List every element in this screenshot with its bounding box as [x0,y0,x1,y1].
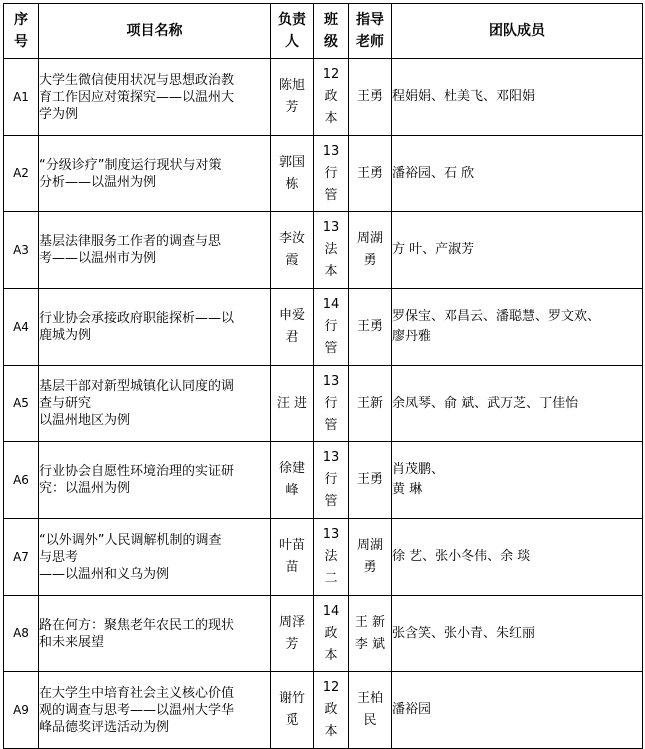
cell-line: 芳 [285,100,299,115]
cell-advisor [349,289,392,366]
cell-line: 大学生微信使用状况与思想政治教 [39,72,235,88]
cell-team [392,442,643,519]
cell-advisor [349,212,392,289]
cell-class [314,212,349,289]
cell-team [392,366,643,442]
cell-line: 13 [322,143,340,159]
cell-line: 周湖 [356,231,383,246]
cell-line: 谢竹 [278,691,305,706]
cell-line: 与思考 [39,549,79,565]
cell-line: 查与研究 [39,396,92,411]
cell-team [392,672,643,749]
cell-project-name [39,596,271,672]
cell-line: 考——以温州市为例 [39,251,157,266]
cell-line: 本 [324,264,338,279]
cell-project-name [39,366,271,442]
cell-owner [271,59,314,136]
cell-line: 潘裕园、石 欣 [392,165,475,181]
cell-line: 法 [324,549,338,564]
table-row [4,366,643,442]
cell-line: 13 [322,450,340,465]
cell-owner [271,672,314,749]
cell-project-name [39,672,271,749]
cell-line: 叶苗 [278,538,305,553]
cell-owner [271,366,314,442]
cell-line: 勇 [363,253,377,268]
cell-line: 政 [324,702,338,717]
cell-line: 13 [322,220,340,235]
cell-line: 张含笑、张小青、朱红丽 [392,625,536,641]
cell-line: 王勇 [356,89,383,104]
cell-line: 民 [363,713,377,728]
cell-line: 申爱 [278,308,305,323]
cell-line: 分析——以温州为例 [39,174,157,190]
header-project-name: 项目名称 [39,4,271,59]
cell-line: 14 [322,297,340,312]
cell-line: 徐 艺、张小冬伟、余 琰 [392,549,531,564]
cell-index: A2 [4,136,39,212]
cell-line: ——以温州和义乌为例 [39,566,170,582]
cell-owner [271,289,314,366]
cell-project-name [39,212,271,289]
table-row [4,519,643,596]
cell-line: 法 [324,242,338,257]
cell-line: 觅 [285,713,299,728]
table-body [4,59,643,749]
cell-line: 行业协会自愿性环境治理的实证研 [39,464,235,479]
cell-line: 苗 [285,560,299,575]
cell-line: 学为例 [39,106,79,122]
project-table [3,3,643,749]
cell-line: 王勇 [356,319,383,334]
cell-line: 管 [324,417,338,433]
header-index: 序 号 [4,4,39,59]
cell-line: 峰品德奖评选活动为例 [39,719,170,735]
cell-line: 王 新 [354,614,386,630]
table-row [4,672,643,749]
table-row [4,596,643,672]
cell-line: 陈旭 [278,78,305,93]
cell-line: 基层干部对新型城镇化认同度的调 [39,379,235,394]
cell-line: 程娟娟、杜美飞、邓阳娟 [392,89,536,104]
cell-line: 李 斌 [354,636,386,652]
cell-line: 路在何方：聚焦老年农民工的现状 [39,617,235,633]
cell-line: 观的调查与思考——以温州大学华 [39,702,235,718]
cell-line: 栋 [285,176,299,192]
cell-advisor [349,519,392,596]
cell-class [314,442,349,519]
cell-index: A3 [4,212,39,289]
cell-line: 13 [322,373,340,389]
cell-line: 鹿城为例 [39,328,92,343]
cell-owner [271,519,314,596]
cell-line: 本 [324,647,338,663]
cell-line: 汪 进 [276,395,308,411]
cell-index: A7 [4,519,39,596]
cell-line: 霞 [285,253,299,268]
cell-index: A6 [4,442,39,519]
table-row [4,59,643,136]
cell-project-name [39,519,271,596]
cell-owner [271,596,314,672]
cell-line: 二 [324,571,338,586]
header-owner: 负责 人 [271,4,314,59]
cell-project-name [39,442,271,519]
cell-line: 本 [324,111,338,126]
cell-class [314,136,349,212]
cell-line: 管 [324,494,338,509]
cell-line: 和未来展望 [39,634,105,650]
cell-team [392,596,643,672]
cell-advisor [349,442,392,519]
cell-line: 在大学生中培育社会主义核心价值 [39,685,235,701]
cell-index: A1 [4,59,39,136]
cell-line: 行 [324,165,338,181]
cell-owner [271,212,314,289]
cell-advisor [349,672,392,749]
cell-line: “分级诊疗”制度运行现状与对策 [39,157,222,173]
cell-team [392,59,643,136]
table-row [4,212,643,289]
cell-line: 勇 [363,560,377,575]
cell-line: 王勇 [356,472,383,487]
cell-line: 本 [324,724,338,739]
header-team: 团队成员 [392,4,643,59]
cell-class [314,289,349,366]
cell-index: A4 [4,289,39,366]
cell-line: 12 [322,67,340,82]
cell-line: 廖丹雅 [392,329,432,344]
cell-line: 李汝 [278,231,305,246]
cell-line: 黄 琳 [392,482,423,497]
cell-class [314,596,349,672]
cell-advisor [349,59,392,136]
cell-line: 以温州地区为例 [39,413,131,428]
cell-line: 政 [324,625,338,641]
cell-line: 方 叶、产淑芳 [392,242,475,257]
cell-line: 12 [322,680,340,695]
cell-team [392,519,643,596]
cell-line: 芳 [285,636,299,652]
cell-project-name [39,59,271,136]
table-row [4,442,643,519]
cell-team [392,289,643,366]
cell-owner [271,136,314,212]
cell-class [314,672,349,749]
cell-line: 徐建 [278,461,305,476]
cell-line: 基层法律服务工作者的调查与思 [39,234,222,249]
cell-class [314,366,349,442]
cell-line: “以外调外”人民调解机制的调查 [39,532,222,548]
cell-project-name [39,136,271,212]
cell-line: 峰 [285,483,299,498]
cell-class [314,59,349,136]
cell-line: 13 [322,527,340,542]
cell-class [314,519,349,596]
cell-line: 政 [324,89,338,104]
cell-project-name [39,289,271,366]
cell-line: 郭国 [278,154,305,170]
cell-line: 王柏 [356,691,383,706]
cell-line: 周泽 [278,614,305,630]
cell-line: 管 [324,187,338,203]
cell-line: 肖茂鹏、 [392,462,445,477]
cell-line: 余凤琴、俞 斌、武万芝、丁佳怡 [392,395,579,411]
cell-line: 王勇 [356,165,383,181]
header-class: 班 级 [314,4,349,59]
cell-line: 行 [324,395,338,411]
cell-line: 究：以温州为例 [39,481,131,496]
cell-line: 罗保宝、邓昌云、潘聪慧、罗文欢、 [392,309,601,324]
cell-line: 潘裕园 [392,702,432,717]
header-advisor: 指导 老师 [349,4,392,59]
cell-line: 行 [324,472,338,487]
cell-line: 君 [285,330,299,345]
cell-index: A8 [4,596,39,672]
header-row [4,4,643,59]
cell-index: A9 [4,672,39,749]
cell-advisor [349,136,392,212]
cell-advisor [349,596,392,672]
table-row [4,136,643,212]
table-row [4,289,643,366]
cell-team [392,212,643,289]
cell-line: 育工作因应对策探究——以温州大 [39,89,235,105]
cell-line: 王新 [356,395,383,411]
cell-advisor [349,366,392,442]
cell-line: 周湖 [356,538,383,553]
cell-team [392,136,643,212]
cell-index: A5 [4,366,39,442]
cell-line: 14 [322,603,340,619]
cell-owner [271,442,314,519]
cell-line: 行业协会承接政府职能探析——以 [39,311,235,326]
cell-line: 管 [324,341,338,356]
cell-line: 行 [324,319,338,334]
